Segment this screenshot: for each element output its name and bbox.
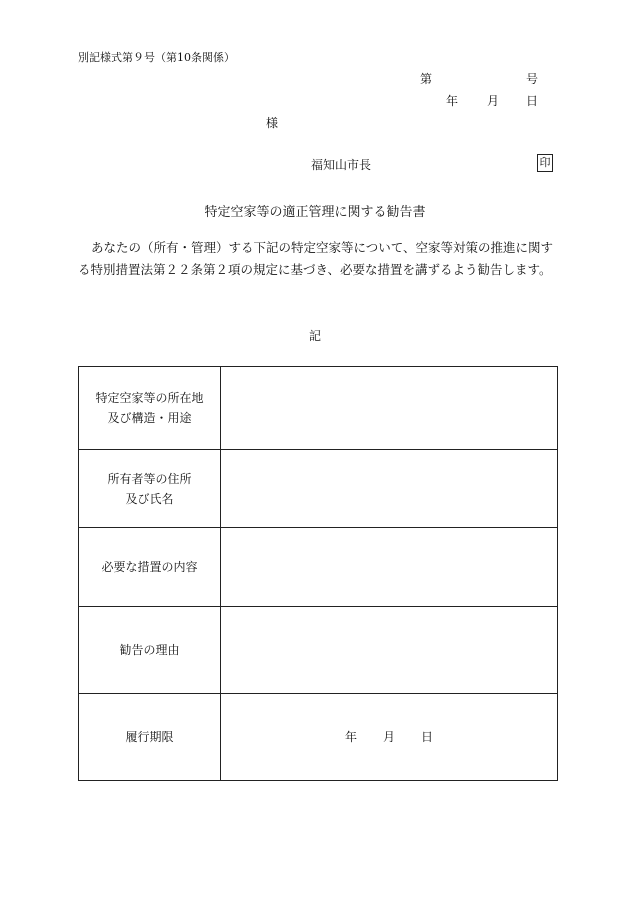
details-table: [78, 366, 558, 781]
table-label-owner: 所有者等の住所 及び氏名: [79, 450, 221, 528]
document-title: 特定空家等の適正管理に関する勧告書: [204, 205, 426, 220]
table-label-reason: 勧告の理由: [79, 607, 221, 694]
addressee-honorific: 様: [266, 116, 279, 130]
document-number-suffix: 号: [526, 72, 539, 86]
table-value-owner: [221, 450, 558, 528]
recommendation-body: あなたの（所有・管理）する下記の特定空家等について、空家等対策の推進に関する特別措置法第２２条第２項の規定に基づき、必要な措置を講ずるよう勧告します。: [78, 240, 554, 277]
table-row: [79, 367, 558, 450]
table-label-location: 特定空家等の所在地 及び構造・用途: [79, 367, 221, 450]
table-row: [79, 607, 558, 694]
form-reference: 別記様式第９号（第10条関係）: [78, 51, 235, 64]
document-number-prefix: 第: [420, 72, 433, 86]
ki-heading: 記: [308, 329, 321, 343]
issuer-name: 福知山市長: [311, 158, 372, 172]
table-value-deadline: [221, 694, 558, 781]
table-value-location: [221, 367, 558, 450]
deadline-day: 日: [421, 730, 434, 744]
deadline-month: 月: [382, 730, 395, 744]
issue-date-year: 年: [446, 94, 459, 108]
issue-date-day: 日: [526, 94, 539, 108]
deadline-year: 年: [344, 730, 357, 744]
table-label-deadline: 履行期限: [79, 694, 221, 781]
table-value-measures: [221, 528, 558, 607]
table-row: [79, 694, 558, 781]
table-value-reason: [221, 607, 558, 694]
table-label-measures: 必要な措置の内容: [79, 528, 221, 607]
table-row: [79, 450, 558, 528]
table-row: [79, 528, 558, 607]
seal-mark: 印: [537, 154, 553, 172]
issue-date-month: 月: [487, 94, 500, 108]
